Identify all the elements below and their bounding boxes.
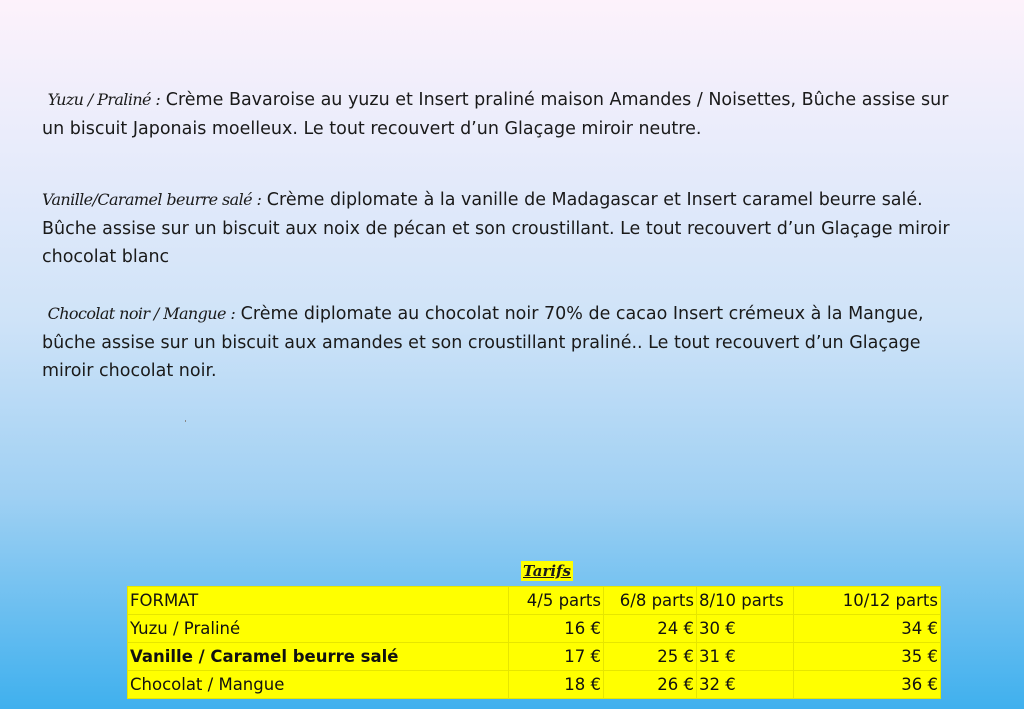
description-chocolat: [42, 300, 972, 386]
description-yuzu: [42, 86, 972, 143]
stray-mark: [185, 420, 186, 422]
price-cell: 34 €: [794, 615, 941, 643]
column-header: 10/12 parts: [794, 587, 941, 615]
price-cell: 35 €: [794, 643, 941, 671]
price-cell: 24 €: [604, 615, 697, 643]
description-vanille: [42, 186, 972, 272]
row-label: Vanille / Caramel beurre salé: [128, 643, 509, 671]
price-cell: 16 €: [509, 615, 604, 643]
price-cell: 30 €: [697, 615, 794, 643]
row-label: Yuzu / Praliné: [128, 615, 509, 643]
description-name: Chocolat noir / Mangue :: [47, 304, 236, 323]
description-text: Crème diplomate à la vanille de Madagascar et Insert caramel beurre salé. Bûche assise sur un biscuit aux noix de pécan et son croustillant. Le tout recouvert d’un Glaçage miroir chocolat blanc: [42, 190, 950, 267]
price-cell: 25 €: [604, 643, 697, 671]
price-cell: 31 €: [697, 643, 794, 671]
description-name: Yuzu / Praliné :: [47, 90, 161, 109]
price-cell: 26 €: [604, 671, 697, 699]
description-text: Crème diplomate au chocolat noir 70% de cacao Insert crémeux à la Mangue, bûche assise sur un biscuit aux amandes et son croustillant praliné.. Le tout recouvert d’un Glaçage miroir chocolat noir.: [42, 304, 924, 381]
price-cell: 17 €: [509, 643, 604, 671]
column-header: 6/8 parts: [604, 587, 697, 615]
tarifs-title: Tarifs: [523, 562, 571, 580]
table-header-row: [128, 587, 941, 615]
price-cell: 36 €: [794, 671, 941, 699]
row-label: Chocolat / Mangue: [128, 671, 509, 699]
column-header: 4/5 parts: [509, 587, 604, 615]
description-text: Crème Bavaroise au yuzu et Insert praliné maison Amandes / Noisettes, Bûche assise sur un biscuit Japonais moelleux. Le tout recouvert d’un Glaçage miroir neutre.: [42, 90, 949, 139]
price-cell: 18 €: [509, 671, 604, 699]
description-name: Vanille/Caramel beurre salé :: [42, 190, 262, 209]
column-header: 8/10 parts: [697, 587, 794, 615]
table-row: [128, 671, 941, 699]
price-table: [127, 586, 941, 699]
price-cell: 32 €: [697, 671, 794, 699]
table-row: [128, 643, 941, 671]
table-row: [128, 615, 941, 643]
format-header: FORMAT: [128, 587, 509, 615]
